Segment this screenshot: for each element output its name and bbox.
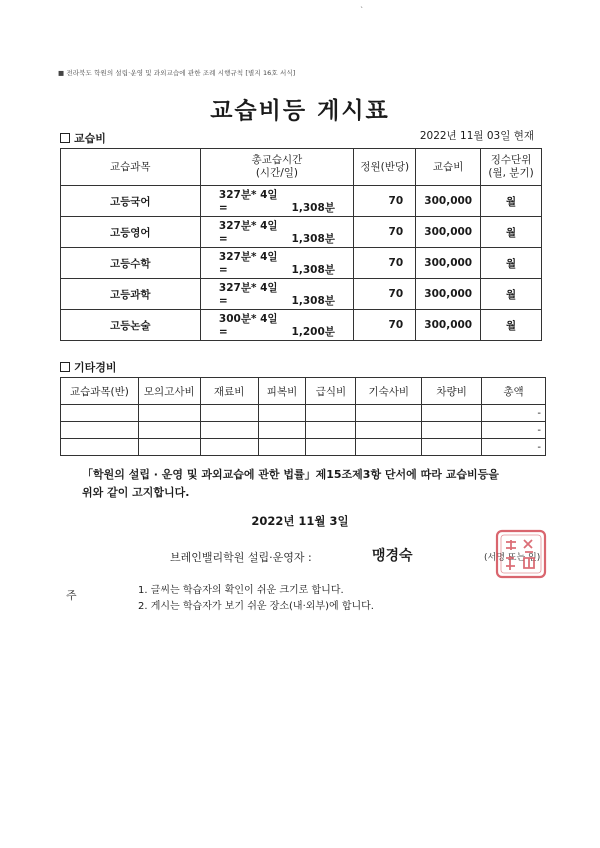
checkbox-icon [60, 362, 70, 372]
header-total-time: 총교습시간 (시간/일) [200, 149, 354, 186]
table-row [61, 279, 542, 310]
header-mock-exam-fee: 모의고사비 [138, 378, 200, 405]
header-collection-unit: 징수단위 (월, 분기) [481, 149, 542, 186]
regulation-note: ■ 전라북도 학원의 설립·운영 및 과외교습에 관한 조례 시행규칙 [별지 16호 서식] [58, 69, 296, 77]
subject-cell: 고등수학 [61, 248, 201, 279]
fee-cell: 300,000 [416, 217, 481, 248]
subject-cell: 고등과학 [61, 279, 201, 310]
table-row [61, 405, 546, 422]
as-of-date: 2022년 11월 03일 현재 [419, 130, 534, 142]
unit-cell: 월 [481, 279, 542, 310]
total-cell: - [482, 422, 546, 439]
seal-stamp-icon [494, 528, 548, 580]
unit-cell: 월 [481, 248, 542, 279]
subject-cell: 고등영어 [61, 217, 201, 248]
header-uniform-fee: 피복비 [258, 378, 306, 405]
unit-cell: 월 [481, 217, 542, 248]
header-total: 총액 [482, 378, 546, 405]
header-meal-fee: 급식비 [306, 378, 356, 405]
time-cell: 327분* 4일= 1,308분 [200, 279, 354, 310]
unit-cell: 월 [481, 310, 542, 341]
table-row [61, 310, 542, 341]
note-label: 주 [66, 589, 77, 602]
table-row [61, 439, 546, 456]
operator-label: 브레인밸리학원 설립·운영자 : [170, 551, 312, 564]
header-fee: 교습비 [416, 149, 481, 186]
capacity-cell: 70 [354, 279, 416, 310]
notes-list [138, 583, 374, 615]
table-row [61, 217, 542, 248]
capacity-cell: 70 [354, 248, 416, 279]
subject-cell: 고등국어 [61, 186, 201, 217]
header-vehicle-fee: 차량비 [422, 378, 482, 405]
time-cell: 300분* 4일= 1,200분 [200, 310, 354, 341]
header-capacity: 정원(반당) [354, 149, 416, 186]
notice-statement: 「학원의 설립 · 운영 및 과외교습에 관한 법률」제15조제3항 단서에 따라 교습비등을 위와 같이 고지합니다. [82, 468, 499, 499]
table-row [61, 186, 542, 217]
table-row [61, 422, 546, 439]
note-item: 2. 게시는 학습자가 보기 쉬운 장소(내·외부)에 합니다. [138, 601, 374, 612]
section-other-expenses-label: 기타경비 [60, 359, 117, 375]
capacity-cell: 70 [354, 186, 416, 217]
other-expenses-table [60, 377, 546, 456]
tuition-table [60, 148, 542, 341]
section-tuition-label: 교습비 [60, 130, 106, 146]
scan-mark: ˋ [360, 6, 364, 15]
total-cell: - [482, 405, 546, 422]
fee-cell: 300,000 [416, 310, 481, 341]
notice-date: 2022년 11월 3일 [251, 514, 349, 528]
note-item: 1. 글씨는 학습자의 확인이 쉬운 크기로 합니다. [138, 585, 344, 596]
unit-cell: 월 [481, 186, 542, 217]
header-material-fee: 재료비 [200, 378, 258, 405]
header-subject: 교습과목 [61, 149, 201, 186]
time-cell: 327분* 4일= 1,308분 [200, 217, 354, 248]
tuition-header-row [61, 149, 542, 186]
header-dormitory-fee: 기숙사비 [356, 378, 422, 405]
total-cell: - [482, 439, 546, 456]
header-subject-class: 교습과목(반) [61, 378, 139, 405]
time-cell: 327분* 4일= 1,308분 [200, 186, 354, 217]
subject-cell: 고등논술 [61, 310, 201, 341]
signature-label: (서명 또는 인) [484, 553, 541, 563]
expenses-header-row [61, 378, 546, 405]
time-cell: 327분* 4일= 1,308분 [200, 248, 354, 279]
document-title: 교습비등 게시표 [210, 98, 390, 124]
fee-cell: 300,000 [416, 186, 481, 217]
capacity-cell: 70 [354, 217, 416, 248]
capacity-cell: 70 [354, 310, 416, 341]
operator-name: 맹경숙 [372, 548, 413, 564]
table-row [61, 248, 542, 279]
fee-cell: 300,000 [416, 279, 481, 310]
checkbox-icon [60, 133, 70, 143]
fee-cell: 300,000 [416, 248, 481, 279]
